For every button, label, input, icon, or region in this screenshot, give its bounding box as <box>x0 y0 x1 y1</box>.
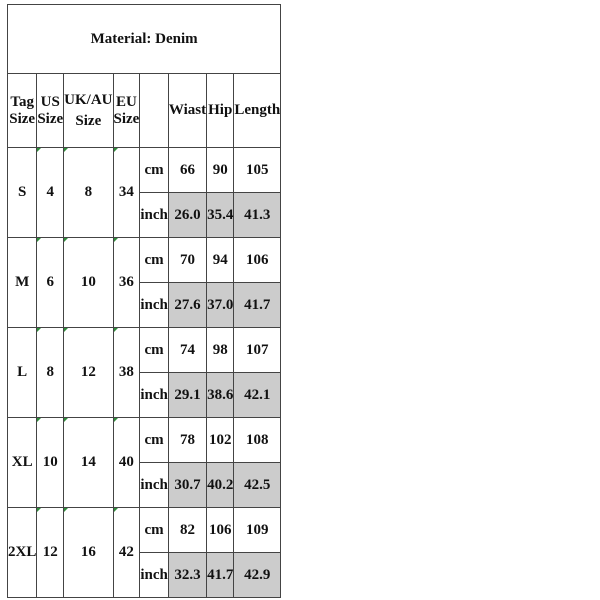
length-cm-cell: 105 <box>234 148 281 193</box>
eu-size-cell <box>113 148 140 238</box>
unit-cell-cm: cm <box>140 328 169 373</box>
eu-size-cell-text: 42 <box>118 544 134 560</box>
length-cm-cell: 108 <box>234 418 281 463</box>
uk-au-size-cell-text: 12 <box>80 364 96 380</box>
unit-cell-cm: cm <box>140 148 169 193</box>
eu-size-cell <box>113 238 140 328</box>
us-size-cell-text: 12 <box>42 544 58 560</box>
eu-size-cell-text: 36 <box>118 274 134 290</box>
length-inch-cell: 42.1 <box>234 373 281 418</box>
length-cm-cell: 106 <box>234 238 281 283</box>
length-inch-cell: 41.3 <box>234 193 281 238</box>
cell-corner-mark <box>114 238 118 242</box>
cell-corner-mark <box>37 328 41 332</box>
tag-size-cell: M <box>8 238 37 328</box>
waist-inch-cell: 29.1 <box>168 373 206 418</box>
length-cm-cell: 109 <box>234 508 281 553</box>
us-size-cell <box>37 238 64 328</box>
hip-inch-cell: 37.0 <box>207 283 234 328</box>
header-uk-au-line1: UK/AU <box>64 91 113 108</box>
unit-cell-inch: inch <box>140 373 169 418</box>
unit-cell-inch: inch <box>140 283 169 328</box>
hip-cm-cell: 90 <box>207 148 234 193</box>
waist-inch-cell: 30.7 <box>168 463 206 508</box>
cell-corner-mark <box>64 418 68 422</box>
length-inch-cell: 42.9 <box>234 553 281 598</box>
eu-size-cell-text: 34 <box>118 184 134 200</box>
cell-corner-mark <box>64 508 68 512</box>
uk-au-size-cell <box>64 148 113 238</box>
cell-corner-mark <box>114 508 118 512</box>
us-size-cell <box>37 328 64 418</box>
us-size-cell-text: 10 <box>42 454 58 470</box>
length-inch-cell: 41.7 <box>234 283 281 328</box>
length-inch-cell: 42.5 <box>234 463 281 508</box>
header-uk-au-size <box>64 74 113 148</box>
hip-cm-cell: 106 <box>207 508 234 553</box>
header-eu-size: EU Size <box>113 74 140 148</box>
eu-size-cell-text: 40 <box>118 454 134 470</box>
us-size-cell-text: 6 <box>46 274 54 290</box>
us-size-cell <box>37 148 64 238</box>
hip-cm-cell: 102 <box>207 418 234 463</box>
tag-size-cell: L <box>8 328 37 418</box>
waist-cm-cell: 74 <box>168 328 206 373</box>
header-us-size: US Size <box>37 74 64 148</box>
cell-corner-mark <box>64 328 68 332</box>
unit-cell-inch: inch <box>140 553 169 598</box>
waist-inch-cell: 27.6 <box>168 283 206 328</box>
header-unit <box>140 74 169 148</box>
uk-au-size-cell <box>64 418 113 508</box>
hip-cm-cell: 94 <box>207 238 234 283</box>
uk-au-size-cell-text: 14 <box>80 454 96 470</box>
table-row <box>8 238 281 283</box>
hip-inch-cell: 40.2 <box>207 463 234 508</box>
table-row <box>8 508 281 553</box>
unit-cell-inch: inch <box>140 193 169 238</box>
hip-inch-cell: 38.6 <box>207 373 234 418</box>
us-size-cell-text: 8 <box>46 364 54 380</box>
header-row <box>8 74 281 148</box>
header-length: Length <box>234 74 281 148</box>
header-tag-size: Tag Size <box>8 74 37 148</box>
uk-au-size-cell-text: 16 <box>80 544 96 560</box>
cell-corner-mark <box>37 148 41 152</box>
eu-size-cell <box>113 328 140 418</box>
us-size-cell <box>37 508 64 598</box>
length-cm-cell: 107 <box>234 328 281 373</box>
waist-cm-cell: 82 <box>168 508 206 553</box>
uk-au-size-cell <box>64 238 113 328</box>
eu-size-cell <box>113 418 140 508</box>
header-uk-au-line2: Size <box>75 112 102 129</box>
cell-corner-mark <box>64 148 68 152</box>
uk-au-size-cell <box>64 508 113 598</box>
unit-cell-cm: cm <box>140 508 169 553</box>
hip-inch-cell: 41.7 <box>207 553 234 598</box>
unit-cell-cm: cm <box>140 418 169 463</box>
waist-inch-cell: 32.3 <box>168 553 206 598</box>
table-row <box>8 328 281 373</box>
uk-au-size-cell-text: 10 <box>80 274 96 290</box>
cell-corner-mark <box>37 418 41 422</box>
waist-inch-cell: 26.0 <box>168 193 206 238</box>
cell-corner-mark <box>114 418 118 422</box>
tag-size-cell: 2XL <box>8 508 37 598</box>
tag-size-cell: XL <box>8 418 37 508</box>
table-title: Material: Denim <box>8 5 281 74</box>
cell-corner-mark <box>114 148 118 152</box>
hip-inch-cell: 35.4 <box>207 193 234 238</box>
header-waist: Wiast <box>168 74 206 148</box>
unit-cell-inch: inch <box>140 463 169 508</box>
size-table <box>7 4 281 598</box>
hip-cm-cell: 98 <box>207 328 234 373</box>
cell-corner-mark <box>37 508 41 512</box>
tag-size-cell: S <box>8 148 37 238</box>
us-size-cell-text: 4 <box>46 184 54 200</box>
table-row <box>8 148 281 193</box>
unit-cell-cm: cm <box>140 238 169 283</box>
header-hip: Hip <box>207 74 234 148</box>
waist-cm-cell: 70 <box>168 238 206 283</box>
eu-size-cell-text: 38 <box>118 364 134 380</box>
cell-corner-mark <box>37 238 41 242</box>
eu-size-cell <box>113 508 140 598</box>
cell-corner-mark <box>64 238 68 242</box>
waist-cm-cell: 78 <box>168 418 206 463</box>
cell-corner-mark <box>114 328 118 332</box>
waist-cm-cell: 66 <box>168 148 206 193</box>
us-size-cell <box>37 418 64 508</box>
uk-au-size-cell-text: 8 <box>84 184 93 200</box>
uk-au-size-cell <box>64 328 113 418</box>
table-row <box>8 418 281 463</box>
